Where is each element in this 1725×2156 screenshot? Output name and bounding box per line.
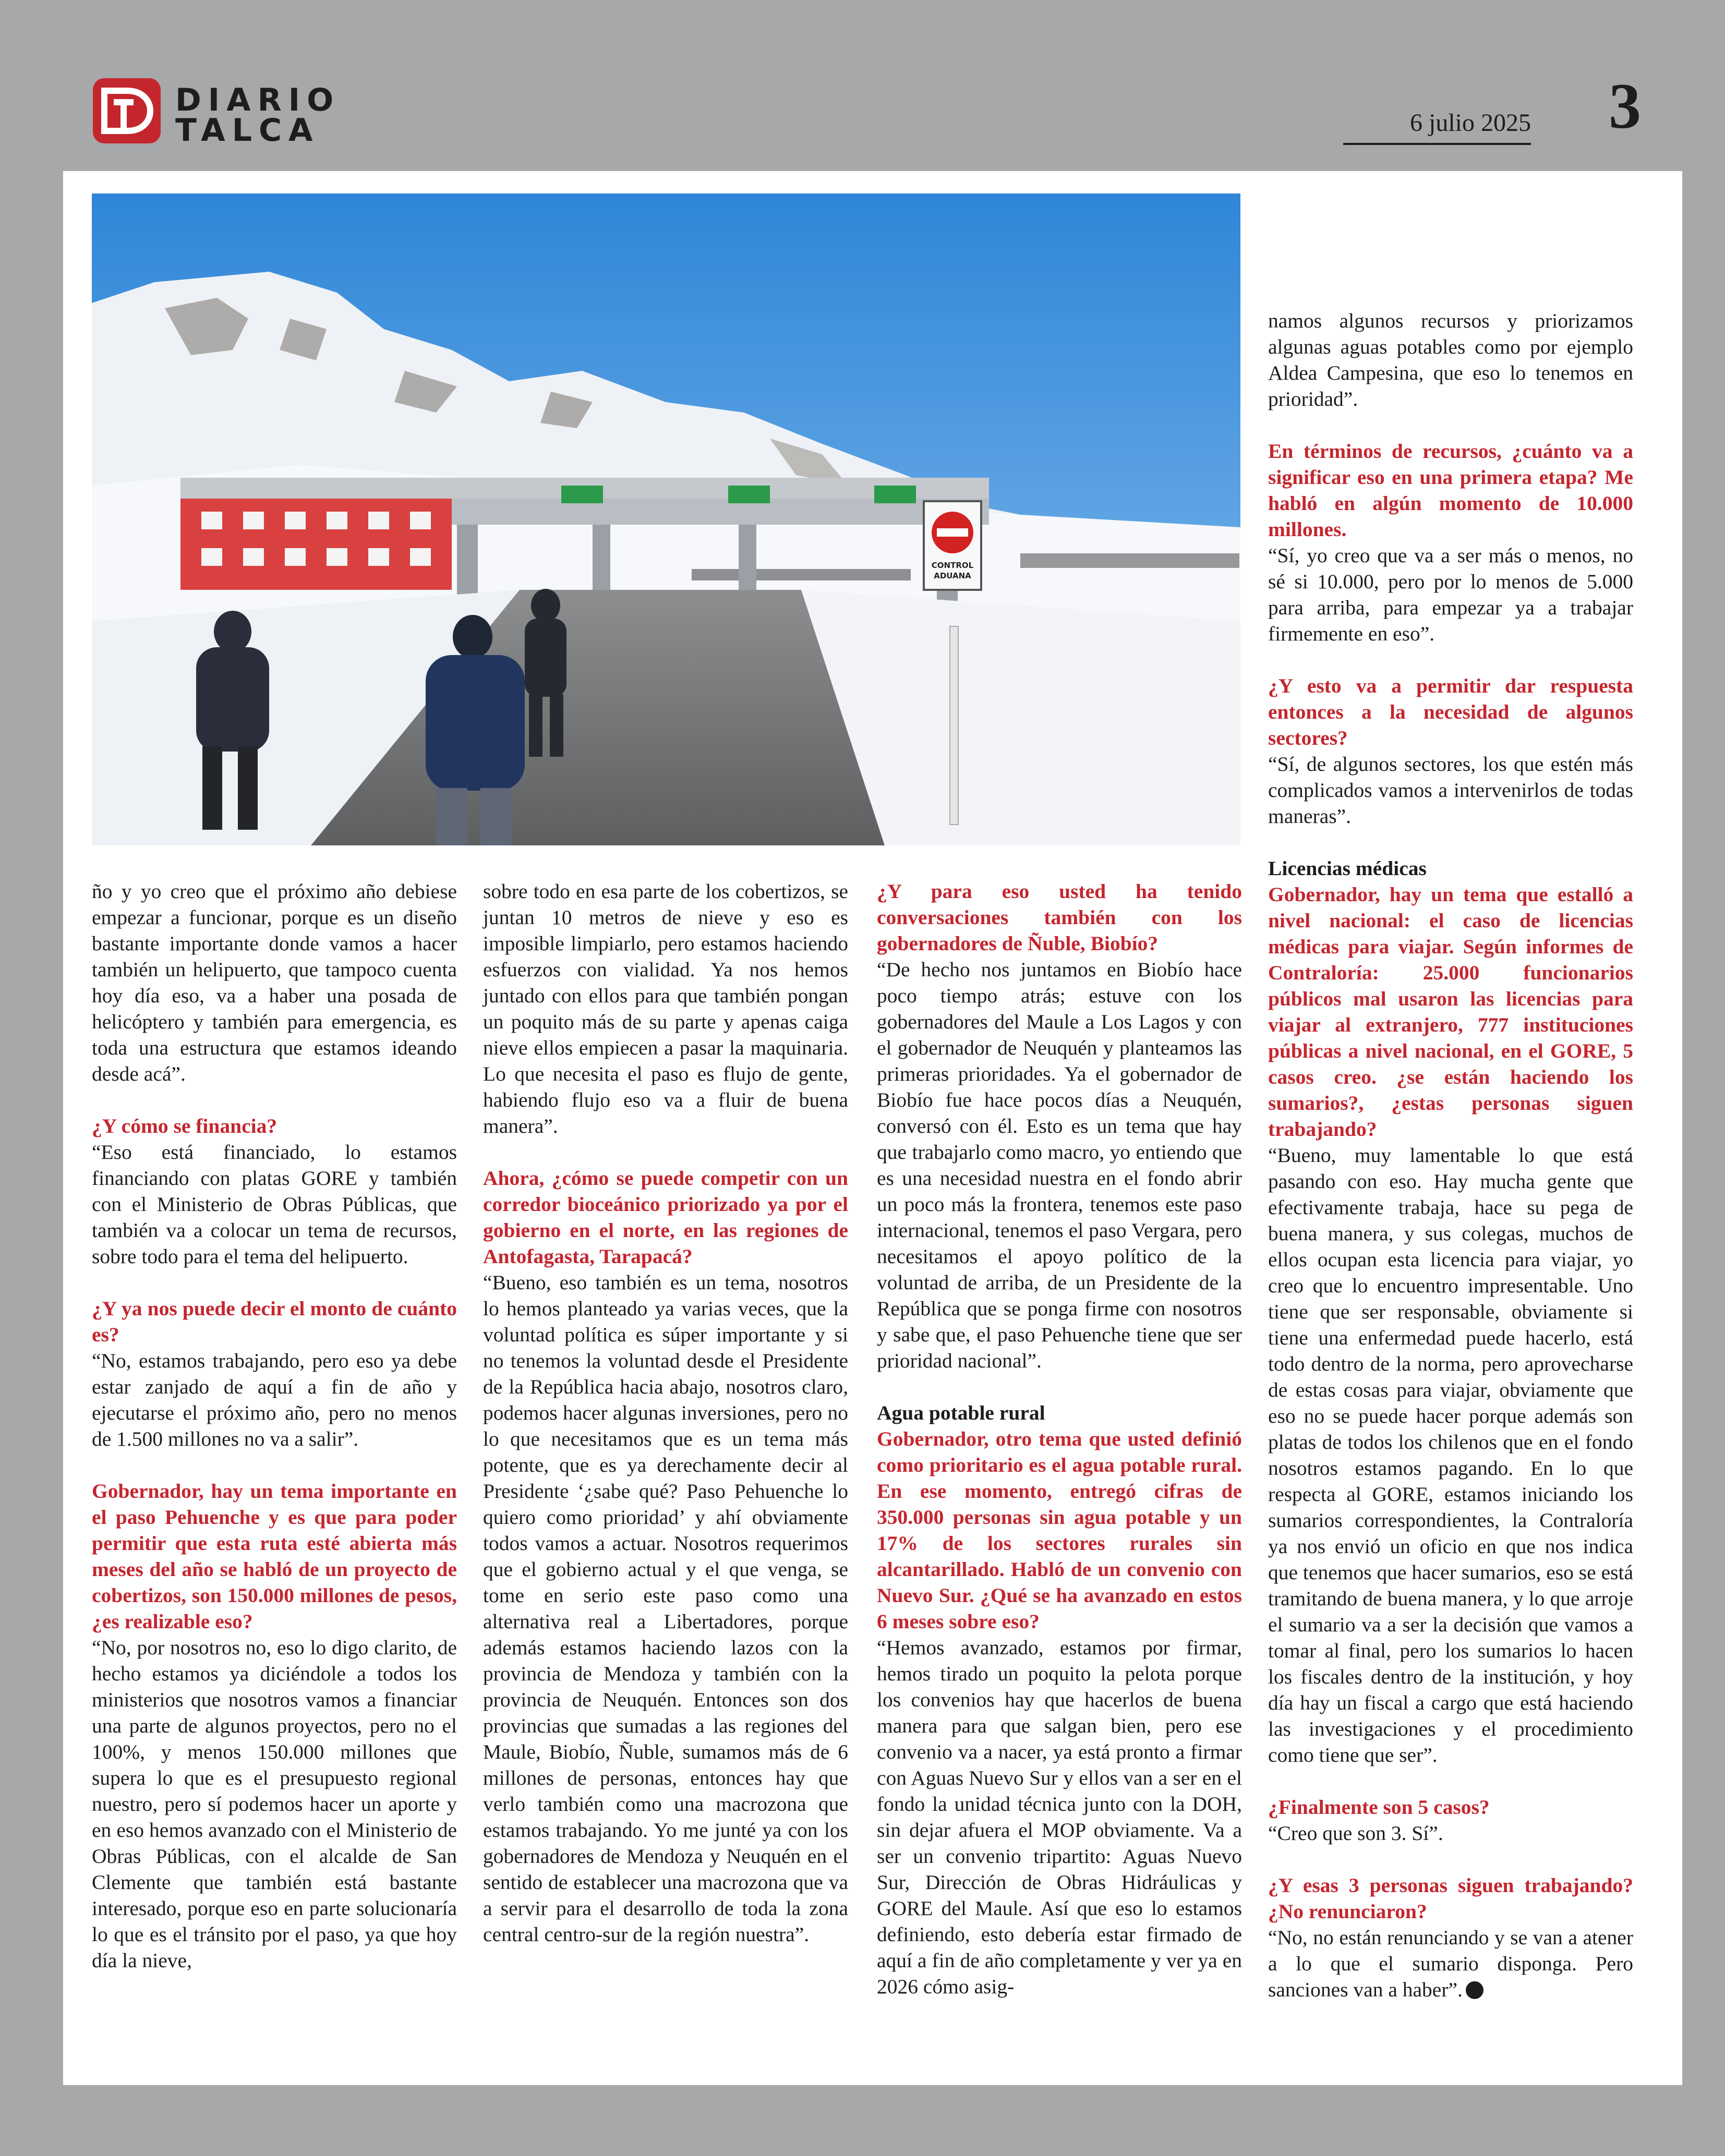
border-crossing-photo xyxy=(92,193,1240,845)
interview-answer: “Bueno, eso también es un tema, nosotros lo hemos planteado ya varias veces, que la voluntad política es súper importante y si no tenemos la voluntad desde el Presidente de la República hacia abajo, nosotros claro, podemos hacer algunas inversiones, pero no lo que necesitamos que es un tema más potente, que es ya derechamente decir al Presidente ‘¿sabe qué? Paso Pehuenche lo quiero como prioridad’ y ahí obviamente todos vamos a actuar. Nosotros requerimos que el gobierno actual y el que venga, se tome en serio este paso como una alternativa real a Libertadores, porque además estamos haciendo lazos con la provincia de Mendoza y también con la provincia de Neuquén. Entonces son dos provincias que sumadas a las regiones del Maule, Biobío, Ñuble, sumamos más de 6 millones de personas, entonces hay que verlo también como una macrozona que estamos trabajando. Yo me junté ya con los gobernadores de Mendoza y Neuquén en el sentido de establecer una macrozona que va a servir para el desarrollo de toda la zona central centro-sur de la región nuestra”. xyxy=(483,1271,848,1946)
diario-talca-logo-icon xyxy=(93,78,161,143)
interview-answer: “Bueno, muy lamentable lo que está pasando con eso. Hay mucha gente que efectivamente trabaja, hace su pega de buena manera, y sus colegas, muchos de ellos ocupan esta licencia para viajar, yo creo que lo encuentro impresentable. Uno tiene que ser responsable, obviamente si tiene una enfermedad puede hacerlo, está todo dentro de la norma, pero aprovecharse de estas cosas para viajar, obviamente que eso no se puede hacer porque además son platas de todos los chilenos que en el fondo nosotros estamos pagando. En lo que respecta al GORE, estamos iniciando los sumarios correspondientes, la Contraloría ya nos envió un oficio en que nos indica que tenemos que hacer sumarios, eso se está tramitando de buena manera, y lo que arroje el sumario va a ser la decisión que vamos a tomar al final, pero los sumarios lo hacen los fiscales dentro de la institución, y hoy día hay un fiscal a cargo que está haciendo las investigaciones y el procedimiento como tiene que ser”. xyxy=(1268,1144,1633,1766)
interview-question: Gobernador, hay un tema que estalló a nivel nacional: el caso de licencias médicas para viajar. Según informes de Contraloría: 25.000 funcionarios públicos mal usaron las licencias para viajar al extranjero, 777 instituciones públicas a nivel nacional, en el GORE, 5 casos creo. ¿se están haciendo los sumarios?, ¿estas personas siguen trabajando? xyxy=(1268,883,1633,1141)
article-column-4 xyxy=(1268,308,1633,2029)
svg-text:CONTROL: CONTROL xyxy=(931,561,974,570)
issue-date: 6 julio 2025 xyxy=(1343,108,1531,145)
section-subhead: Agua potable rural xyxy=(877,1401,1045,1424)
interview-answer: “Eso está financiado, lo estamos financiando con platas GORE y también con el Ministerio de Obras Públicas, que también va a colocar un tema de recursos, sobre todo para el tema del helipuerto. xyxy=(92,1141,457,1268)
interview-answer: “No, estamos trabajando, pero eso ya debe estar zanjado de aquí a fin de año y ejecutarse el próximo año, pero no menos de 1.500 millones no va a salir”. xyxy=(92,1349,457,1450)
interview-question: Ahora, ¿cómo se puede competir con un corredor bioceánico priorizado ya por el gobierno en el norte, en las regiones de Antofagasta, Tarapacá? xyxy=(483,1167,848,1268)
interview-question: ¿Y cómo se financia? xyxy=(92,1115,278,1137)
interview-answer: “Sí, yo creo que va a ser más o menos, no sé si 10.000, pero por lo menos de 5.000 para arriba, para empezar ya a trabajar firmemente en eso”. xyxy=(1268,544,1633,645)
interview-question: ¿Finalmente son 5 casos? xyxy=(1268,1796,1490,1819)
article-panel xyxy=(63,171,1682,2085)
interview-answer: ño y yo creo que el próximo año debiese empezar a funcionar, porque es un diseño bastante importante donde vamos a hacer también un helipuerto, que tampoco cuenta hoy día eso, va a haber una posada de helicóptero y también para emergencia, es toda una estructura que estamos ideando desde acá”. xyxy=(92,880,457,1085)
interview-question: Gobernador, hay un tema importante en el paso Pehuenche y es que para poder permitir que esta ruta esté abierta más meses del año se habló de un proyecto de cobertizos, son 150.000 millones de pesos, ¿es realizable eso? xyxy=(92,1480,457,1633)
article-column-2 xyxy=(483,878,848,1973)
interview-question: En términos de recursos, ¿cuánto va a significar eso en una primera etapa? Me habló en algún momento de 10.000 millones. xyxy=(1268,440,1633,541)
section-subhead: Licencias médicas xyxy=(1268,857,1427,880)
interview-answer: namos algunos recursos y priorizamos algunas aguas potables como por ejemplo Aldea Campesina, que eso lo tenemos en prioridad”. xyxy=(1268,309,1633,410)
interview-question: ¿Y esto va a permitir dar respuesta entonces a la necesidad de algunos sectores? xyxy=(1268,674,1633,749)
page-number: 3 xyxy=(1609,70,1641,142)
interview-question: Gobernador, otro tema que usted definió como prioritario es el agua potable rural. En ese momento, entregó cifras de 350.000 personas sin agua potable y un 17% de los sectores rurales sin alcantarillado. Habló de un convenio con Nuevo Sur. ¿Qué se ha avanzado en estos 6 meses sobre eso? xyxy=(877,1427,1242,1633)
brand-line-2: TALCA xyxy=(175,112,320,149)
interview-question: ¿Y esas 3 personas siguen trabajando? ¿No renunciaron? xyxy=(1268,1874,1633,1923)
article-column-1 xyxy=(92,878,457,2000)
interview-answer: “No, por nosotros no, eso lo digo clarito, de hecho estamos ya diciéndole a todos los ministerios que nosotros vamos a financiar una parte de algunos proyectos, pero no el 100%, y menos 150.000 millones que supera lo que es el presupuesto regional nuestro, pero sí podemos hacer un aporte y en eso hemos avanzado con el Ministerio de Obras Públicas, con el alcalde de San Clemente que también está bastante interesado, porque eso en parte solucionaría lo que es el tránsito por el paso, ya que hoy día la nieve, xyxy=(92,1636,457,1972)
page-header xyxy=(0,0,1725,172)
article-column-3 xyxy=(877,878,1242,2026)
interview-answer: sobre todo en esa parte de los cobertizos, se juntan 10 metros de nieve y eso es imposible limpiarlo, pero estamos haciendo esfuerzos con vialidad. Ya nos hemos juntado con ellos para que también pongan un poquito más de su parte y apenas caiga nieve ellos empiecen a pasar la maquinaria. Lo que necesita el paso es flujo de gente, habiendo flujo eso va a fluir de buena manera”. xyxy=(483,880,848,1137)
interview-answer: “De hecho nos juntamos en Biobío hace poco tiempo atrás; estuve con los gobernadores del Maule a Los Lagos y con el gobernador de Neuquén y planteamos las primeras prioridades. Ya el gobernador de Biobío fue hace pocos días a Neuquén, conversó con él. Esto es un tema que hay que trabajarlo como macro, yo entiendo que es una necesidad nuestra en el fondo abrir un poco más la frontera, tenemos este paso internacional, tenemos el paso Vergara, pero necesitamos el apoyo político de la voluntad de arriba, de un Presidente de la República que se ponga firme con nosotros y sabe que, el paso Pehuenche tiene que ser prioridad nacional”. xyxy=(877,958,1242,1372)
end-of-article-mark xyxy=(1466,1981,1483,1999)
diario-talca-logo[interactable] xyxy=(93,78,341,149)
svg-text:ADUANA: ADUANA xyxy=(934,571,971,580)
interview-answer: “No, no están renunciando y se van a atener a lo que el sumario disponga. Pero sanciones van a haber”. xyxy=(1268,1926,1633,2001)
interview-question: ¿Y ya nos puede decir el monto de cuánto es? xyxy=(92,1297,457,1346)
interview-question: ¿Y para eso usted ha tenido conversaciones también con los gobernadores de Ñuble, Biobío? xyxy=(877,880,1242,955)
brand-line-1: DIARIO xyxy=(175,82,341,118)
interview-answer: “Hemos avanzado, estamos por firmar, hemos tirado un poquito la pelota porque los convenios hay que hacerlos de buena manera para que salgan bien, pero ese convenio va a nacer, ya está pronto a firmar con Aguas Nuevo Sur y ellos van a ser en el fondo la unidad técnica junto con la DOH, sin dejar afuera el MOP obviamente. Va a ser un convenio tripartito: Aguas Nuevo Sur, Dirección de Obras Hidráulicas y GORE del Maule. Así que eso lo estamos definiendo, esto debería estar firmado de aquí a fin de año completamente y ver ya en 2026 cómo asig- xyxy=(877,1636,1242,1998)
interview-answer: “Creo que son 3. Sí”. xyxy=(1268,1822,1443,1845)
interview-answer: “Sí, de algunos sectores, los que estén más complicados vamos a intervenirlos de todas maneras”. xyxy=(1268,753,1633,828)
